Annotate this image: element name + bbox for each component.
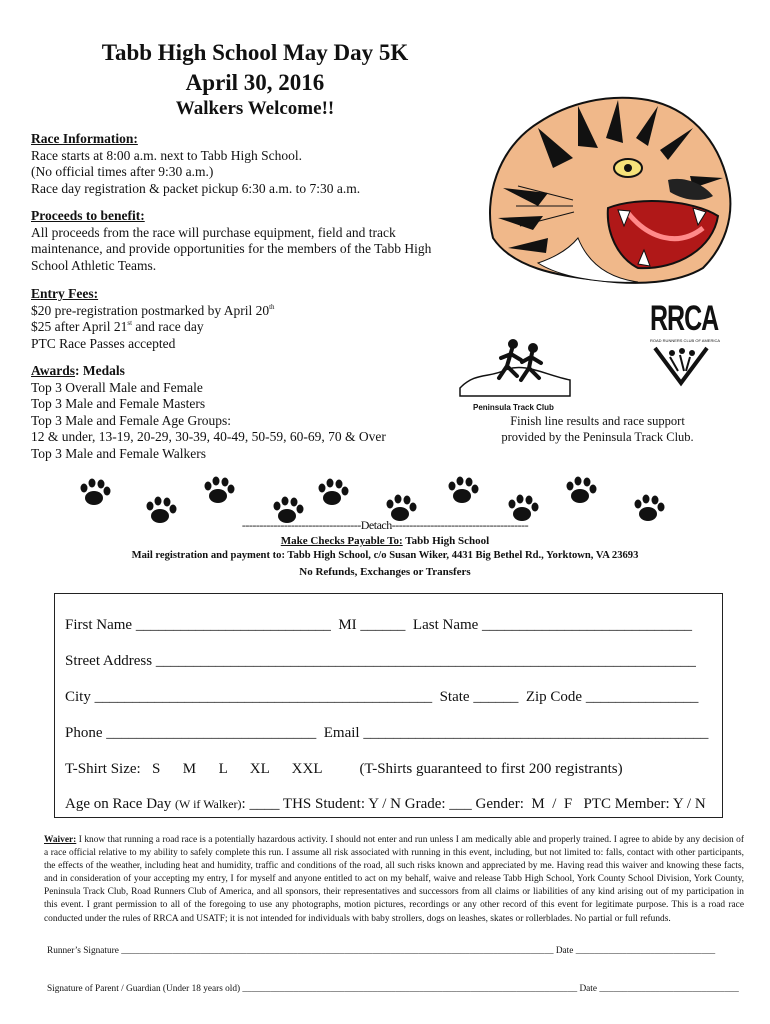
awards-line: Top 3 Male and Female Age Groups: — [31, 412, 232, 428]
waiver-text: Waiver: I know that running a road race is a potentially hazardous activity. I should not enter and run unless I am medically able and properly trained. I agree to abide by any decision of a race official relative to my ability to safely complete this run. I assume all risk associated with running in this event, including, but not limited to: falls, contact with other participants, the effects of the weather, including heat and humidity, traffic and conditions of the road, all such risks known and appreciated by me. Having read this waiver and knowing these facts, and in consideration of your accepting my entry, I for myself and anyone entitled to act on my behalf, waive and release Tabb High School, York County School Division, York County, Peninsula Track Club, Road Runners Club of America, and all sponsors, their representatives and successors from all claims or liabilities of any kind arising out of my participation in this event. I grant permission to all of the foregoing to use any photographs, motion pictures, recordings or any other record of this event for legitimate purpose. This is a road race conducted under the rules of RRCA and USATF; it is not intended for individuals with baby strollers, dogs on leashes, skates or rollerblades. No partial or full refunds. — [44, 835, 744, 924]
entry-fee-line: $25 after April 21st and race day — [31, 319, 204, 334]
tiger-mascot-image — [478, 88, 740, 288]
city-state-zip-row[interactable]: City _____________________________________________ State ______ Zip Code _______________ — [65, 689, 699, 705]
awards-line: Top 3 Male and Female Walkers — [31, 445, 207, 461]
proceeds-heading: Proceeds to benefit: — [31, 208, 145, 223]
entry-fees-section — [31, 286, 461, 352]
entry-fees-heading: Entry Fees: — [31, 286, 99, 301]
awards-heading: Awards: Medals — [31, 363, 125, 378]
race-info-heading: Race Information: — [31, 131, 138, 146]
awards-line: Top 3 Overall Male and Female — [31, 379, 203, 395]
paw-icon — [319, 479, 349, 506]
runners-chevron-icon — [650, 343, 712, 388]
page-subtitle: Walkers Welcome!! — [175, 98, 335, 119]
proceeds-line: maintenance, and provide opportunities for the members of the Tabb High — [31, 241, 432, 256]
runner-signature-line[interactable]: Runner’s Signature _____________________________________________________________________________________________ Date ______________________________ — [47, 946, 716, 956]
race-info-line: Race starts at 8:00 a.m. next to Tabb High School. — [31, 147, 303, 163]
paw-icon — [81, 479, 111, 506]
event-date: April 30, 2016 — [185, 70, 325, 95]
proceeds-line: All proceeds from the race will purchase equipment, field and track — [31, 224, 396, 240]
parent-signature-line[interactable]: Signature of Parent / Guardian (Under 18 years old) ________________________________________________________________________ Date ______________________________ — [47, 984, 739, 994]
name-fields-row[interactable]: First Name __________________________ MI ______ Last Name ____________________________ — [65, 617, 693, 633]
checks-payable-line: Make Checks Payable To: Tabb High School — [280, 535, 490, 547]
race-info-line: Race day registration & packet pickup 6:30 a.m. to 7:30 a.m. — [31, 180, 361, 196]
race-info-line: (No official times after 9:30 a.m.) — [31, 164, 214, 179]
detach-line: ----------------------------------Detach--------------------------------------- — [241, 518, 529, 532]
paw-icon — [205, 477, 235, 504]
entry-fee-line: $20 pre-registration postmarked by April 20th — [31, 302, 275, 318]
rrca-logo: RRCA ROAD RUNNERS CLUB OF AMERICA — [650, 302, 712, 398]
age-details-row[interactable]: Age on Race Day (W if Walker): ____ THS Student: Y / N Grade: ___ Gender: M / F PTC Member: Y / N — [65, 796, 706, 812]
page-title: Tabb High School May Day 5K — [101, 40, 409, 65]
ptc-logo: Peninsula Track Club — [455, 330, 575, 414]
awards-section — [31, 363, 461, 462]
paw-icon — [567, 477, 597, 504]
no-refunds-line: No Refunds, Exchanges or Transfers — [299, 566, 471, 578]
entry-fee-line: PTC Race Passes accepted — [31, 335, 176, 351]
phone-email-row[interactable]: Phone ____________________________ Email ______________________________________________ — [65, 725, 709, 741]
paw-icon — [449, 477, 479, 504]
street-address-field[interactable]: Street Address ________________________________________________________________________ — [65, 653, 696, 669]
race-info-section — [31, 131, 461, 197]
awards-line: 12 & under, 13-19, 20-29, 30-39, 40-49, 50-59, 60-69, 70 & Over — [31, 429, 386, 444]
tshirt-size-row[interactable]: T-Shirt Size: S M L XL XXL (T-Shirts guaranteed to first 200 registrants) — [65, 761, 623, 777]
runners-icon — [455, 330, 575, 400]
awards-line: Top 3 Male and Female Masters — [31, 396, 206, 411]
proceeds-section — [31, 208, 461, 274]
proceeds-line: School Athletic Teams. — [31, 257, 157, 273]
ptc-caption: Finish line results and race support provided by the Peninsula Track Club. — [501, 414, 694, 444]
mail-address-line: Mail registration and payment to: Tabb High School, c/o Susan Wiker, 4431 Big Bethel Rd., Yorktown, VA 23693 — [131, 550, 639, 561]
